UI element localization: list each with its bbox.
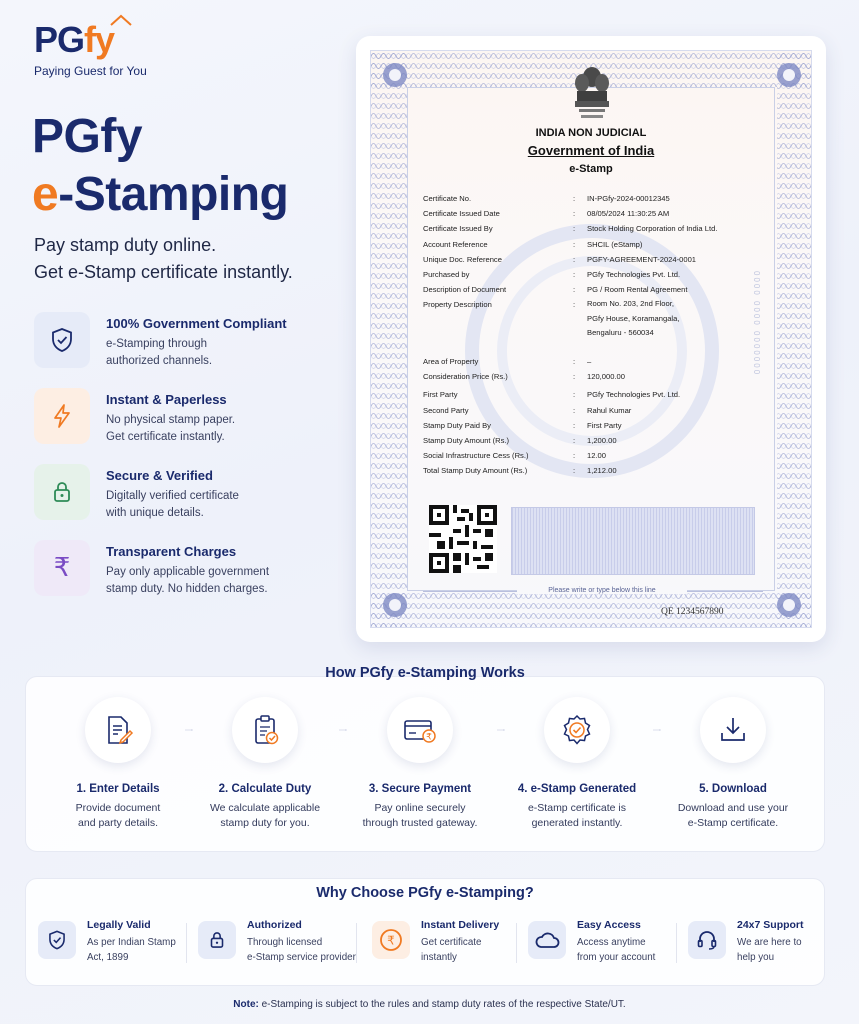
certificate-header-estamp: e-Stamp: [569, 163, 613, 175]
why-item-desc: As per Indian Stamp Act, 1899: [87, 937, 176, 963]
why-item-title: Easy Access: [577, 919, 641, 931]
step-desc: Download and use your e-Stamp certificate.: [677, 802, 789, 829]
why-item: [528, 919, 688, 971]
how-title: How PGfy e-Stamping Works: [325, 665, 525, 681]
why-item: [372, 919, 532, 971]
certificate-serial: 0000 0000 0000000: [752, 271, 761, 377]
step-desc: e-Stamp certificate is generated instantly.: [527, 802, 627, 829]
estamp-certificate: [370, 50, 812, 628]
feature-desc: Pay only applicable government stamp duty. No hidden charges.: [106, 566, 270, 595]
certificate-header-judicial: INDIA NON JUDICIAL: [535, 127, 647, 139]
lock-icon: [198, 921, 236, 959]
certificate-row: Purchased by : PGfy Technologies Pvt. Ltd.: [423, 270, 681, 280]
security-pattern: [511, 507, 755, 575]
certificate-row: Stamp Duty Amount (Rs.) : 1,200.00: [423, 435, 617, 445]
hero-title-accent: e: [32, 168, 59, 221]
hero-title-line1: PGfy: [32, 110, 143, 163]
step-desc: We calculate applicable stamp duty for you.: [209, 802, 321, 829]
feature-title: Instant & Paperless: [106, 392, 227, 407]
why-item-title: Legally Valid: [87, 919, 151, 931]
step-item: [653, 697, 813, 831]
certificate-row: Property Description : Room No. 203, 2nd Floor, PGfy House, Koramangala, Bengaluru - 560034: [423, 299, 680, 338]
hero-subtitle-line2: Get e-Stamp certificate instantly.: [34, 262, 293, 282]
logo-fy: fy: [84, 19, 115, 60]
brand: [34, 19, 147, 78]
divider: [186, 923, 187, 963]
rupee-coin-icon: [372, 921, 410, 959]
headset-icon: [688, 921, 726, 959]
svg-text:₹: ₹: [387, 933, 395, 948]
rupee-icon: ₹: [34, 540, 90, 596]
step-title: 2. Calculate Duty: [218, 783, 312, 795]
feature-item: [34, 388, 334, 464]
why-item-title: Instant Delivery: [421, 919, 500, 931]
certificate-row: Total Stamp Duty Amount (Rs.) : 1,212.00: [423, 466, 617, 476]
cloud-icon: [528, 921, 566, 959]
divider: [356, 923, 357, 963]
note-text: e-Stamping is subject to the rules and stamp duty rates of the respective State/UT.: [258, 999, 626, 1010]
why-item-title: 24x7 Support: [737, 919, 804, 931]
hero-subtitle: [34, 232, 293, 286]
feature-list: [34, 312, 334, 616]
divider: [676, 923, 677, 963]
certificate-row: First Party : PGfy Technologies Pvt. Ltd.: [423, 390, 681, 400]
qr-code-icon[interactable]: [429, 505, 497, 573]
certificate-row: Certificate Issued By : Stock Holding Corporation of India Ltd.: [423, 224, 718, 234]
note-label: Note:: [233, 999, 259, 1010]
clipboard-check-icon: [232, 697, 298, 763]
hero-title-line2: -Stamping: [58, 168, 289, 221]
shield-check-icon: [38, 921, 76, 959]
step-title: 5. Download: [699, 783, 767, 795]
card-payment-icon: [387, 697, 453, 763]
feature-item: [34, 540, 334, 616]
step-title: 3. Secure Payment: [368, 783, 472, 795]
why-items: [26, 919, 826, 975]
certificate-row: Area of Property : –: [423, 356, 592, 366]
why-title: Why Choose PGfy e-Stamping?: [316, 885, 534, 901]
step-desc: Pay online securely through trusted gateway.: [362, 802, 478, 829]
certificate-row: Certificate No. : IN-PGfy-2024-00012345: [423, 194, 670, 203]
why-choose-section: [25, 878, 825, 986]
document-edit-icon: [85, 697, 151, 763]
hero-title: [32, 108, 288, 224]
why-item-desc: Through licensed e-Stamp service provider: [247, 937, 356, 963]
divider: [516, 923, 517, 963]
feature-title: 100% Government Compliant: [106, 316, 287, 331]
why-item-desc: We are here to help you: [737, 937, 802, 963]
certificate-row: Account Reference : SHCIL (eStamp): [423, 239, 643, 249]
house-roof-icon: [110, 14, 132, 26]
certificate-details: [423, 191, 783, 479]
logo[interactable]: [34, 19, 147, 60]
why-item-desc: Get certificate instantly: [421, 937, 482, 963]
how-it-works-section: [25, 665, 825, 852]
footer-note: [0, 999, 859, 1010]
step-item: [38, 697, 198, 831]
step-item: [185, 697, 345, 831]
certificate-row: Second Party : Rahul Kumar: [423, 405, 632, 415]
svg-text:₹: ₹: [426, 732, 432, 743]
badge-check-icon: [544, 697, 610, 763]
certificate-row: Stamp Duty Paid By : First Party: [423, 420, 622, 430]
feature-item: [34, 464, 334, 540]
feature-desc: e-Stamping through authorized channels.: [106, 338, 213, 367]
feature-item: [34, 312, 334, 388]
feature-title: Transparent Charges: [106, 544, 237, 559]
certificate-header-government: Government of India: [527, 143, 655, 158]
certificate-row: Certificate Issued Date : 08/05/2024 11:30:25 AM: [423, 209, 670, 219]
step-title: 4. e-Stamp Generated: [517, 783, 637, 795]
certificate-row: Consideration Price (Rs.) : 120,000.00: [423, 372, 626, 382]
step-desc: Provide document and party details.: [75, 802, 161, 829]
qe-number: QE 1234567890: [661, 607, 724, 617]
feature-title: Secure & Verified: [106, 468, 213, 483]
logo-pg: PG: [34, 19, 85, 60]
brand-tagline: Paying Guest for You: [34, 64, 147, 78]
why-item: [688, 919, 848, 971]
certificate-row: Unique Doc. Reference : PGFY-AGREEMENT-2024-0001: [423, 254, 697, 264]
hero-subtitle-line1: Pay stamp duty online.: [34, 235, 217, 255]
shield-check-icon: [34, 312, 90, 368]
step-title: 1. Enter Details: [76, 783, 160, 795]
certificate-row: Social Infrastructure Cess (Rs.) : 12.00: [423, 451, 607, 461]
lock-icon: [34, 464, 90, 520]
feature-desc: Digitally verified certificate with unique details.: [106, 490, 239, 519]
why-item: [38, 919, 198, 971]
step-item: [340, 697, 500, 831]
download-icon[interactable]: [700, 697, 766, 763]
national-emblem-icon: [571, 63, 613, 123]
step-item: [497, 697, 657, 831]
why-item-title: Authorized: [247, 919, 302, 931]
feature-desc: No physical stamp paper. Get certificate instantly.: [106, 414, 236, 443]
why-item-desc: Access anytime from your account: [577, 937, 656, 963]
certificate-row: Description of Document : PG / Room Rental Agreement: [423, 285, 688, 295]
steps: [26, 697, 826, 847]
lightning-icon: [34, 388, 90, 444]
sign-line-text: Please write or type below this line: [517, 587, 687, 594]
certificate-card: [356, 36, 826, 642]
why-item: [198, 919, 358, 971]
